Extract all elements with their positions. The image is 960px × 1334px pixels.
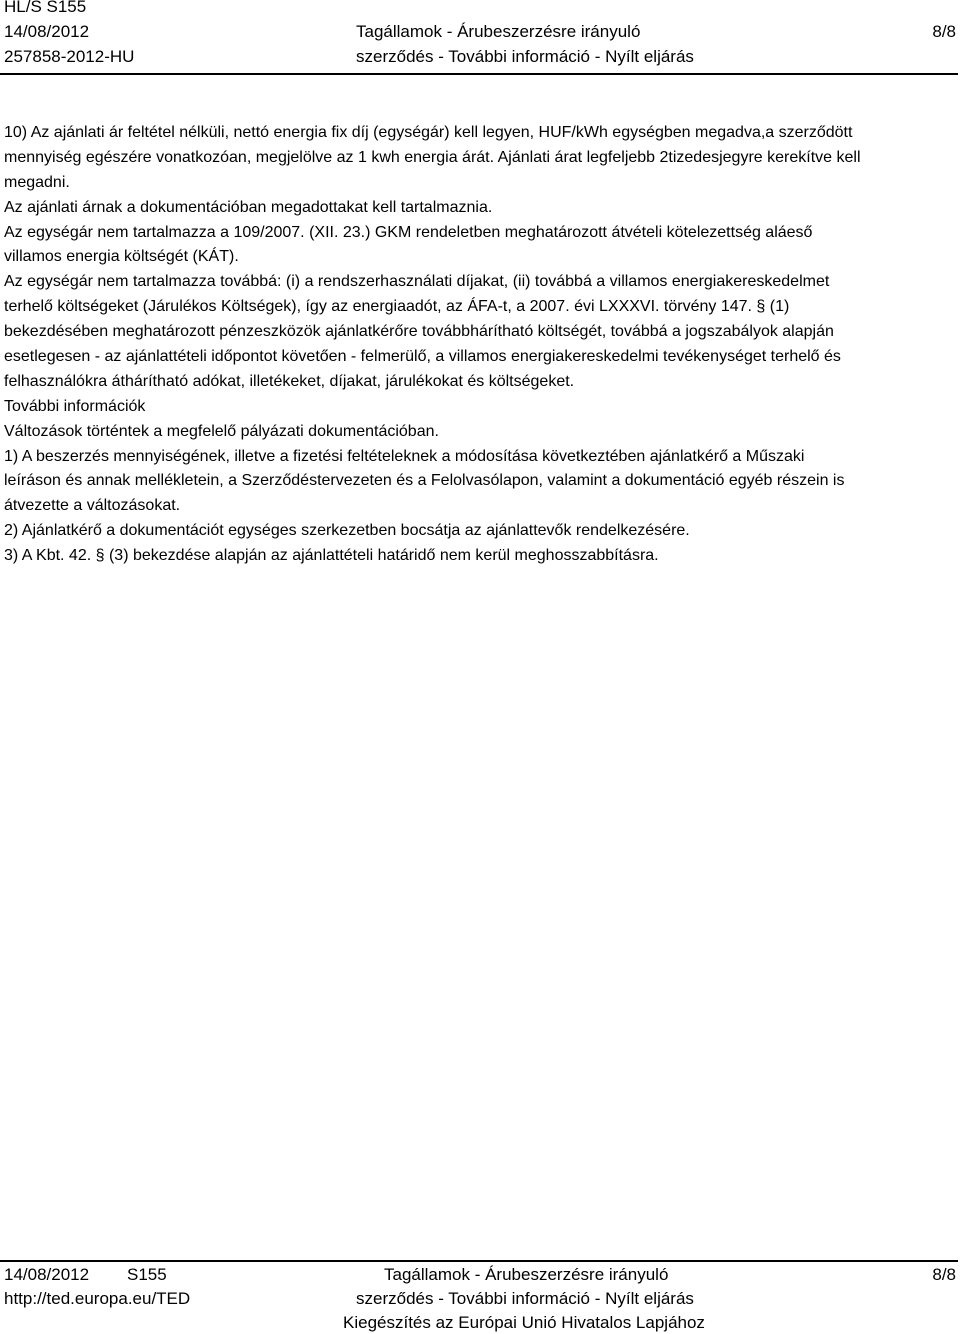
document-body (4, 121, 958, 569)
footer-date: 14/08/2012 (4, 1265, 90, 1284)
body-line: További információk (4, 397, 146, 415)
header-divider (0, 73, 958, 75)
footer-supplement: Kiegészítés az Európai Unió Hivatalos Lapjához (343, 1313, 705, 1332)
body-line: 2) Ajánlatkérő a dokumentációt egységes szerkezetben bocsátja az ajánlattevők rendelkezésére. (4, 522, 690, 540)
header-doc-number: 257858-2012-HU (4, 47, 135, 66)
header-title-line1: Tagállamok - Árubeszerzésre irányuló (356, 22, 641, 41)
footer-page-number: 8/8 (932, 1265, 956, 1284)
body-line: leíráson és annak mellékletein, a Szerződéstervezeten és a Felolvasólapon, valamint a dokumentáció egyéb részein is (4, 472, 845, 490)
body-line: Az ajánlati árnak a dokumentációban megadottakat kell tartalmaznia. (4, 198, 493, 216)
footer-divider (0, 1260, 958, 1262)
body-line: 3) A Kbt. 42. § (3) bekezdése alapján az ajánlattételi határidő nem kerül meghosszabbításra. (4, 547, 659, 565)
body-line: villamos energia költségét (KÁT). (4, 248, 239, 266)
footer-series: S155 (127, 1265, 167, 1284)
body-line: esetlegesen - az ajánlattételi időpontot követően - felmerülő, a villamos energiakereskedelmi tevékenységet terhelő és (4, 348, 841, 366)
footer-title-line2: szerződés - További információ - Nyílt eljárás (356, 1289, 694, 1308)
header-series: HL/S S155 (4, 0, 87, 16)
body-line: terhelő költségeket (Járulékos Költségek), így az energiaadót, az ÁFA-t, a 2007. évi LXXXVI. törvény 147. § (1) (4, 298, 790, 316)
footer-url[interactable]: http://ted.europa.eu/TED (4, 1289, 191, 1308)
body-line: felhasználókra áthárítható adókat, illetékeket, díjakat, járulékokat és költségeket. (4, 372, 575, 390)
body-line: 10) Az ajánlati ár feltétel nélküli, nettó energia fix díj (egységár) kell legyen, HUF/kWh egységben megadva,a szerződött (4, 124, 853, 141)
body-line: Az egységár nem tartalmazza továbbá: (i) a rendszerhasználati díjakat, (ii) továbbá a villamos energiakereskedelmet (4, 273, 830, 291)
header-title-line2: szerződés - További információ - Nyílt eljárás (356, 47, 694, 66)
header-page-number: 8/8 (932, 22, 956, 41)
body-line: mennyiség egészére vonatkozóan, megjelölve az 1 kwh energia árát. Ajánlati árat legfeljebb 2tizedesjegyre kerekítve kell (4, 148, 861, 166)
body-line: 1) A beszerzés mennyiségének, illetve a fizetési feltételeknek a módosítása következtében ajánlatkérő a Műszaki (4, 447, 805, 465)
body-line: bekezdésében meghatározott pénzeszközök ajánlatkérőre továbbhárítható költségét, továbbá a jogszabályok alapján (4, 323, 834, 341)
footer-title-line1: Tagállamok - Árubeszerzésre irányuló (384, 1265, 669, 1284)
body-line: átvezette a változásokat. (4, 497, 181, 515)
body-line: Változások történtek a megfelelő pályázati dokumentációban. (4, 422, 439, 440)
header-date: 14/08/2012 (4, 22, 90, 41)
body-line: megadni. (4, 173, 70, 191)
body-line: Az egységár nem tartalmazza a 109/2007. (XII. 23.) GKM rendeletben meghatározott átvételi kötelezettség aláeső (4, 223, 813, 241)
